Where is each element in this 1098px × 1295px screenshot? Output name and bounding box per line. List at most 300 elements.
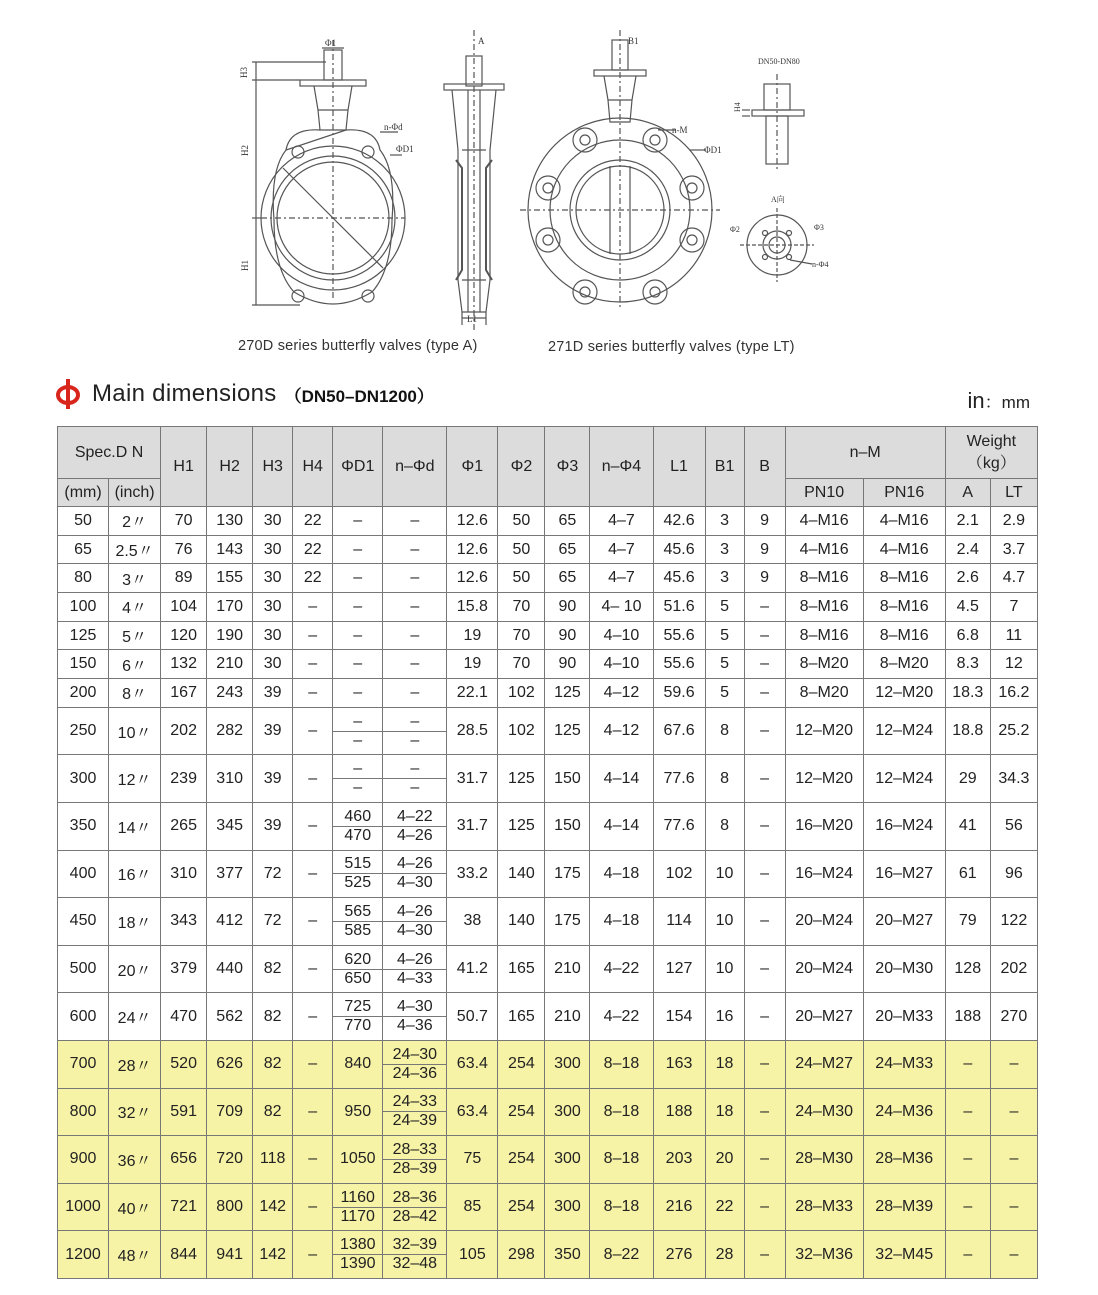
valve-drawings [0,0,1098,365]
cell-d1: 950 [333,1088,383,1136]
cell-p3: 150 [545,755,590,803]
table-body [58,507,1038,1279]
cell-wlt: 34.3 [990,755,1037,803]
cell-inch: 18〃 [109,898,161,946]
cell-p3: 90 [545,650,590,679]
cell-h3: 72 [253,850,293,898]
cell-wlt: 202 [990,945,1037,993]
cell-l1: 45.6 [653,535,705,564]
cell-pn16: 16–M27 [863,850,945,898]
header-pn16: PN16 [863,479,945,507]
cell-wa: – [945,1183,990,1231]
cell-l1: 276 [653,1231,705,1279]
cell-h4: – [293,679,333,708]
cell-h2: 709 [207,1088,253,1136]
cell-wlt: – [990,1136,1037,1184]
cell-nd [383,1136,447,1184]
cell-mm: 250 [58,707,109,755]
cell-n4: 4–7 [590,507,653,536]
cell-h2: 170 [207,593,253,622]
label-n-phi-d: n-Φd [384,122,403,132]
cell-nd [383,1088,447,1136]
cell-h1: 310 [161,850,207,898]
table-row [58,679,1038,708]
title-range: （DN50–DN1200） [284,386,434,406]
cell-mm: 350 [58,803,109,851]
cell-pn10: 8–M16 [785,621,863,650]
cell-d1: – [333,535,383,564]
cell-pn10: 16–M20 [785,803,863,851]
cell-pn16: 4–M16 [863,535,945,564]
cell-pn16: 8–M20 [863,650,945,679]
cell-b1: 5 [705,593,744,622]
cell-wa: – [945,1231,990,1279]
cell-d1 [333,1183,383,1231]
drawing-detail-top [733,57,804,172]
cell-nd-part: 32–39 [383,1236,446,1255]
dimensions-table [57,426,1038,1279]
cell-n4: 8–18 [590,1136,653,1184]
cell-wlt: 270 [990,993,1037,1041]
cell-h3: 39 [253,707,293,755]
drawing-a-view [730,194,829,282]
table-row [58,1040,1038,1088]
unit-in: in [967,388,985,413]
cell-p1: 33.2 [447,850,498,898]
cell-b1: 5 [705,621,744,650]
cell-pn16: 12–M20 [863,679,945,708]
header-d1: ΦD1 [333,427,383,507]
cell-d1-part: – [333,779,382,798]
cell-d1: – [333,679,383,708]
cell-nd-part: 28–33 [383,1141,446,1160]
cell-p3: 125 [545,679,590,708]
cell-mm: 125 [58,621,109,650]
label-phi-d1: ΦD1 [396,144,414,154]
cell-d1 [333,1231,383,1279]
cell-b: 9 [744,564,785,593]
label-n-phi4: n-Φ4 [812,260,829,269]
cell-b1: 10 [705,850,744,898]
cell-h2: 210 [207,650,253,679]
cell-wa: 29 [945,755,990,803]
cell-h2: 412 [207,898,253,946]
cell-b: – [744,1136,785,1184]
cell-b1: 18 [705,1040,744,1088]
cell-h2: 626 [207,1040,253,1088]
cell-h3: 142 [253,1231,293,1279]
cell-d1 [333,945,383,993]
header-h1: H1 [161,427,207,507]
cell-p2: 254 [498,1088,545,1136]
cell-wlt: 3.7 [990,535,1037,564]
cell-n4: 4–14 [590,803,653,851]
label-n-m: n-M [672,125,688,135]
drawing-271d-front [520,30,722,310]
cell-h3: 82 [253,945,293,993]
cell-d1-part: 525 [333,874,382,893]
cell-l1: 154 [653,993,705,1041]
cell-n4: 4–7 [590,535,653,564]
cell-wa: 2.6 [945,564,990,593]
cell-pn16: 8–M16 [863,593,945,622]
cell-h2: 800 [207,1183,253,1231]
cell-l1: 127 [653,945,705,993]
cell-n4: 4–18 [590,850,653,898]
cell-b1: 8 [705,755,744,803]
cell-h2: 282 [207,707,253,755]
cell-n4: 8–22 [590,1231,653,1279]
cell-b1: 8 [705,707,744,755]
cell-h1: 202 [161,707,207,755]
cell-h3: 39 [253,803,293,851]
cell-l1: 59.6 [653,679,705,708]
cell-nd [383,803,447,851]
cell-pn10: 12–M20 [785,707,863,755]
cell-nd: – [383,564,447,593]
cell-nd [383,707,447,755]
cell-h1: 343 [161,898,207,946]
cell-mm: 700 [58,1040,109,1088]
cell-pn10: 4–M16 [785,507,863,536]
table-row [58,564,1038,593]
cell-pn16: 28–M36 [863,1136,945,1184]
cell-d1: – [333,564,383,593]
cell-h1: 844 [161,1231,207,1279]
header-l1: L1 [653,427,705,507]
cell-pn10: 32–M36 [785,1231,863,1279]
label-dn-range: DN50-DN80 [758,57,800,66]
cell-h1: 265 [161,803,207,851]
cell-n4: 4– 10 [590,593,653,622]
cell-h1: 76 [161,535,207,564]
cell-h3: 39 [253,679,293,708]
header-p3: Φ3 [545,427,590,507]
cell-nd-part: 24–39 [383,1112,446,1131]
cell-b: 9 [744,535,785,564]
cell-inch: 5〃 [109,621,161,650]
cell-pn10: 8–M16 [785,593,863,622]
cell-wlt: 7 [990,593,1037,622]
cell-n4: 8–18 [590,1183,653,1231]
cell-l1: 216 [653,1183,705,1231]
cell-pn10: 24–M30 [785,1088,863,1136]
cell-h1: 520 [161,1040,207,1088]
cell-nd [383,1183,447,1231]
cell-pn16: 32–M45 [863,1231,945,1279]
cell-p3: 90 [545,593,590,622]
cell-d1: – [333,621,383,650]
cell-inch: 14〃 [109,803,161,851]
cell-h4: – [293,945,333,993]
cell-nd-part: 4–30 [397,998,433,1016]
cell-n4: 4–12 [590,679,653,708]
cell-inch: 2.5〃 [109,535,161,564]
cell-b1: 3 [705,535,744,564]
table-row [58,621,1038,650]
cell-inch: 24〃 [109,993,161,1041]
table-row [58,993,1038,1041]
cell-inch: 16〃 [109,850,161,898]
cell-p1: 38 [447,898,498,946]
cell-nd-part: 28–36 [383,1189,446,1208]
cell-p1: 19 [447,621,498,650]
cell-p3: 65 [545,535,590,564]
cell-wa: 61 [945,850,990,898]
cell-h3: 142 [253,1183,293,1231]
cell-n4: 4–12 [590,707,653,755]
cell-mm: 900 [58,1136,109,1184]
cell-inch: 48〃 [109,1231,161,1279]
cell-h4: – [293,1183,333,1231]
cell-p3: 65 [545,507,590,536]
cell-b: – [744,650,785,679]
cell-p1: 28.5 [447,707,498,755]
cell-mm: 50 [58,507,109,536]
cell-h1: 591 [161,1088,207,1136]
cell-pn10: 12–M20 [785,755,863,803]
cell-nd-part: 4–36 [383,1017,446,1036]
header-mm: (mm) [58,479,109,507]
cell-p2: 70 [498,650,545,679]
cell-b: 9 [744,507,785,536]
cell-mm: 450 [58,898,109,946]
cell-l1: 51.6 [653,593,705,622]
cell-p3: 300 [545,1040,590,1088]
label-phi3: Φ3 [814,223,824,232]
cell-wa: 6.8 [945,621,990,650]
caption-type-a: 270D series butterfly valves (type A) [238,338,478,354]
cell-h4: – [293,1136,333,1184]
cell-pn10: 28–M30 [785,1136,863,1184]
cell-h4: – [293,850,333,898]
cell-p1: 12.6 [447,507,498,536]
cell-inch: 28〃 [109,1040,161,1088]
title-main: Main dimensions [92,380,277,407]
header-nd: n–Φd [383,427,447,507]
cell-l1: 77.6 [653,803,705,851]
cell-wlt: – [990,1231,1037,1279]
cell-d1-part: 1390 [333,1255,382,1274]
cell-l1: 42.6 [653,507,705,536]
cell-pn16: 24–M33 [863,1040,945,1088]
cell-d1-part: 650 [333,969,382,988]
cell-h1: 89 [161,564,207,593]
table-row [58,707,1038,755]
table-row [58,535,1038,564]
cell-pn16: 24–M36 [863,1088,945,1136]
table-row [58,1231,1038,1279]
cell-p3: 175 [545,898,590,946]
cell-h2: 345 [207,803,253,851]
cell-mm: 65 [58,535,109,564]
cell-nd-part: – [410,712,420,730]
cell-d1-part: – [353,712,363,730]
cell-p3: 350 [545,1231,590,1279]
cell-pn16: 12–M24 [863,755,945,803]
cell-d1-part: 470 [333,826,382,845]
cell-p2: 102 [498,707,545,755]
cell-p2: 140 [498,850,545,898]
cell-nd: – [383,650,447,679]
table-row [58,945,1038,993]
label-a: A [478,36,485,46]
header-p1: Φ1 [447,427,498,507]
cell-l1: 114 [653,898,705,946]
cell-wa: – [945,1088,990,1136]
cell-mm: 300 [58,755,109,803]
cell-h3: 30 [253,507,293,536]
cell-p1: 12.6 [447,535,498,564]
cell-h3: 82 [253,1088,293,1136]
cell-p1: 63.4 [447,1040,498,1088]
cell-b1: 18 [705,1088,744,1136]
cell-mm: 80 [58,564,109,593]
cell-wlt: – [990,1183,1037,1231]
cell-nd-part: 24–30 [383,1046,446,1065]
cell-n4: 4–7 [590,564,653,593]
cell-n4: 4–10 [590,621,653,650]
unit-mm: ：mm [984,393,1030,412]
cell-d1 [333,803,383,851]
cell-wa: 8.3 [945,650,990,679]
cell-pn16: 16–M24 [863,803,945,851]
cell-d1-part: 770 [333,1017,382,1036]
cell-p3: 300 [545,1183,590,1231]
cell-p2: 125 [498,755,545,803]
cell-d1 [333,755,383,803]
cell-nd-part: 4–26 [383,826,446,845]
cell-p3: 65 [545,564,590,593]
cell-h1: 721 [161,1183,207,1231]
cell-wa: 41 [945,803,990,851]
cell-wa: 2.1 [945,507,990,536]
cell-d1 [333,850,383,898]
table-row [58,650,1038,679]
header-nm: n–M [785,427,945,479]
cell-h2: 243 [207,679,253,708]
cell-wa: – [945,1040,990,1088]
cell-wlt: 25.2 [990,707,1037,755]
cell-inch: 2〃 [109,507,161,536]
cell-nd-part: 4–26 [397,855,433,873]
cell-wlt: 11 [990,621,1037,650]
cell-d1-part: 725 [344,998,372,1016]
cell-nd-part: 4–22 [397,807,433,825]
cell-d1: – [333,593,383,622]
cell-b: – [744,621,785,650]
cell-p1: 31.7 [447,803,498,851]
cell-wa: 18.3 [945,679,990,708]
cell-inch: 4〃 [109,593,161,622]
cell-h3: 72 [253,898,293,946]
cell-l1: 203 [653,1136,705,1184]
section-title [54,376,434,412]
label-phi-d1-lt: ΦD1 [704,145,722,155]
cell-pn10: 8–M16 [785,564,863,593]
header-h3: H3 [253,427,293,507]
cell-l1: 55.6 [653,650,705,679]
table-row [58,755,1038,803]
header-b1: B1 [705,427,744,507]
table-row [58,898,1038,946]
label-h4: H4 [733,102,742,112]
cell-inch: 3〃 [109,564,161,593]
cell-h2: 941 [207,1231,253,1279]
cell-pn10: 28–M33 [785,1183,863,1231]
drawing-270d-side [444,30,504,330]
cell-nd-part: 24–36 [383,1064,446,1083]
cell-h3: 30 [253,593,293,622]
label-h3: H3 [239,67,249,78]
cell-d1 [333,898,383,946]
cell-mm: 500 [58,945,109,993]
cell-n4: 4–18 [590,898,653,946]
cell-nd [383,898,447,946]
cell-pn10: 20–M24 [785,898,863,946]
cell-h1: 120 [161,621,207,650]
phi-logo-icon [54,377,82,411]
cell-pn16: 20–M30 [863,945,945,993]
cell-h4: – [293,993,333,1041]
header-pn10: PN10 [785,479,863,507]
cell-h1: 379 [161,945,207,993]
cell-d1 [333,993,383,1041]
cell-b1: 5 [705,679,744,708]
cell-b: – [744,755,785,803]
caption-type-lt: 271D series butterfly valves (type LT) [548,339,795,355]
cell-pn10: 20–M27 [785,993,863,1041]
cell-d1-part: – [333,731,382,750]
cell-nd-part: 4–26 [397,902,433,920]
cell-inch: 12〃 [109,755,161,803]
cell-wa: 2.4 [945,535,990,564]
cell-b: – [744,993,785,1041]
cell-h4: – [293,593,333,622]
cell-wlt: 56 [990,803,1037,851]
cell-wa: 4.5 [945,593,990,622]
cell-d1-part: 585 [333,921,382,940]
unit-label [968,388,1030,414]
table-row [58,507,1038,536]
cell-h3: 30 [253,564,293,593]
cell-wlt: – [990,1088,1037,1136]
cell-nd-part: 24–33 [383,1093,446,1112]
label-l1: L1 [467,314,477,324]
cell-h4: 22 [293,507,333,536]
cell-p2: 298 [498,1231,545,1279]
cell-b: – [744,898,785,946]
cell-l1: 77.6 [653,755,705,803]
cell-l1: 45.6 [653,564,705,593]
cell-nd [383,755,447,803]
cell-pn10: 8–M20 [785,650,863,679]
label-b1: B1 [628,36,639,46]
cell-p3: 90 [545,621,590,650]
cell-d1-part: – [353,760,363,778]
cell-h1: 104 [161,593,207,622]
cell-h4: – [293,1040,333,1088]
cell-pn16: 28–M39 [863,1183,945,1231]
cell-d1-part: 1380 [333,1236,382,1255]
cell-p2: 70 [498,593,545,622]
cell-h4: – [293,707,333,755]
cell-n4: 4–22 [590,945,653,993]
cell-p3: 175 [545,850,590,898]
drawings-svg [0,0,1098,365]
label-phi1: Φ1 [325,38,337,48]
cell-nd-part: – [410,760,420,778]
